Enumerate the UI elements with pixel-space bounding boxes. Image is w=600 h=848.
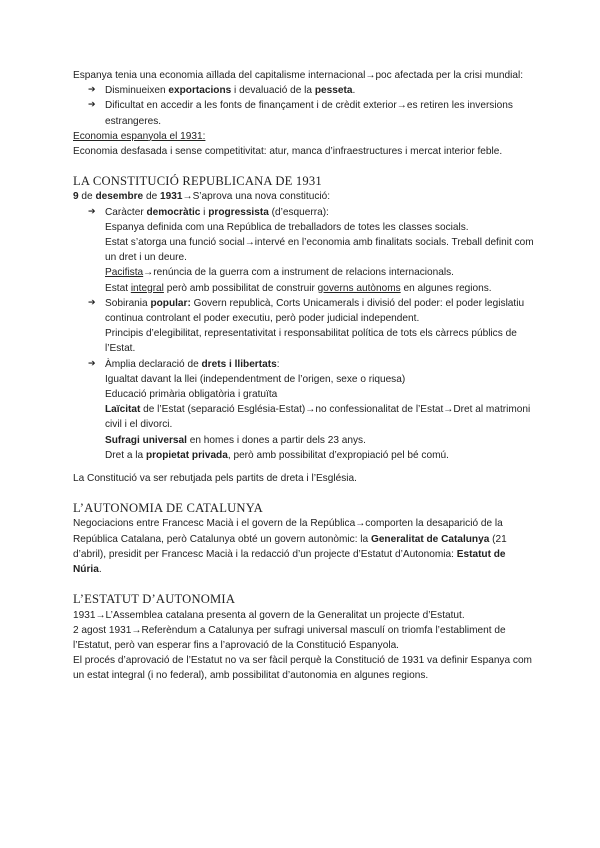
text: Estat xyxy=(105,282,131,294)
text: i xyxy=(200,206,209,218)
caracter-line: Estat s’atorga una funció social→intervé en l’economia amb finalitats socials. Treball definit com un dret i un deure. xyxy=(105,237,534,264)
caracter-line: Espanya definida com una República de treballadors de totes les classes socials. xyxy=(105,221,469,233)
bold-term: popular: xyxy=(150,297,191,309)
caracter-line xyxy=(105,281,535,296)
bold-term: Estatut de Núria xyxy=(73,548,506,576)
text: de xyxy=(78,191,96,203)
underlined-term: Pacifista xyxy=(105,267,144,279)
text: →S’aprova una nova constitució: xyxy=(182,191,331,203)
text: Negociacions entre Francesc Macià i el govern de la República→comporten la desaparició de la República Catalana, però Catalunya obté un govern autonòmic: la xyxy=(73,518,503,545)
bullet-exportacions xyxy=(73,83,535,98)
bullet-sobirania xyxy=(73,296,535,357)
bold-term: democràtic xyxy=(146,206,201,218)
estatut-line: El procés d’aprovació de l’Estatut no va ser fàcil perquè la Constitució de 1931 va definir Espanya com un estat integral (i no federal), amb possibilitat d’autonomia en algunes regions. xyxy=(73,655,532,682)
text: Govern republicà, Corts Unicamerals i divisió del poder: el poder legislatiu continua controlant el poder executiu, però poder judicial independent. xyxy=(105,297,525,325)
date-year: 1931 xyxy=(160,191,183,203)
text: Sobirania xyxy=(105,297,151,309)
bullet-caracter xyxy=(73,205,535,296)
caracter-line xyxy=(105,265,535,280)
estatut-line: 1931→L’Assemblea catalana presenta al govern de la Generalitat un projecte d’Estatut. xyxy=(73,609,465,621)
bold-term: pesseta xyxy=(314,85,353,97)
text: (d’esquerra): xyxy=(268,206,329,218)
text: . xyxy=(352,85,356,97)
text: però amb possibilitat de construir xyxy=(163,282,318,294)
subheading-economia: Economia espanyola el 1931: xyxy=(73,130,206,142)
sobirania-line: Principis d’elegibilitat, representativitat i responsabilitat política de tots els càrrecs públics de l’Estat. xyxy=(105,328,517,355)
drets-line: Igualtat davant la llei (independentment de l’origen, sexe o riquesa) xyxy=(105,373,406,385)
autonomia-paragraph xyxy=(73,516,535,577)
text: de l’Estat (separació Església-Estat)→no confessionalitat de l’Estat→Dret al matrimoni civil i el divorci. xyxy=(105,404,531,431)
underlined-term: integral xyxy=(130,282,164,294)
constitucio-closing: La Constitució va ser rebutjada pels partits de dreta i l’Església. xyxy=(73,473,357,485)
text: Caràcter xyxy=(105,206,147,218)
date-day: 9 xyxy=(73,191,79,203)
estatut-line: 2 agost 1931→Referèndum a Catalunya per sufragi universal masculí on triomfa l’establiment de l’Estatut, però van esperar fins a l’aprovació de la Constitució Espanyola. xyxy=(73,624,506,651)
date-month: desembre xyxy=(95,191,144,203)
text: en algunes regions. xyxy=(400,282,492,294)
drets-line: Educació primària obligatòria i gratuïta xyxy=(105,389,278,401)
underlined-term: governs autònoms xyxy=(317,282,401,294)
bold-term: exportacions xyxy=(168,85,232,97)
bold-term: progressista xyxy=(208,206,269,218)
drets-line xyxy=(105,402,535,432)
text: Disminueixen xyxy=(105,85,169,97)
text: Àmplia declaració de xyxy=(105,358,202,370)
text: →renúncia de la guerra com a instrument de relacions internacionals. xyxy=(143,267,454,279)
text: en homes i dones a partir dels 23 anys. xyxy=(186,434,366,446)
section-title-autonomia: L’AUTONOMIA DE CATALUNYA xyxy=(73,501,263,516)
drets-line xyxy=(105,433,535,448)
economia-paragraph: Economia desfasada i sense competitivitat: atur, manca d’infraestructures i mercat interior feble. xyxy=(73,146,503,158)
section-title-constitucio: LA CONSTITUCIÓ REPUBLICANA DE 1931 xyxy=(73,174,322,189)
bullet-financament: ➔ Dificultat en accedir a les fonts de finançament i de crèdit exterior→es retiren les inversions estrangeres. xyxy=(73,98,535,128)
bold-term: Laïcitat xyxy=(105,404,141,416)
drets-line xyxy=(105,448,535,463)
intro-bullet-list xyxy=(73,83,535,129)
bullet-drets xyxy=(73,357,535,463)
text: : xyxy=(276,358,280,370)
constitucio-date-line xyxy=(73,189,535,204)
text: , però amb possibilitat d’expropiació pel bé comú. xyxy=(227,449,449,461)
bold-term: Sufragi universal xyxy=(105,434,187,446)
text: Dret a la xyxy=(105,449,146,461)
intro-paragraph: Espanya tenia una economia aïllada del capitalisme internacional→poc afectada per la crisi mundial: xyxy=(73,70,523,81)
text: (21 d’abril), presidit per Francesc Macià i la redacció d’un projecte d’Estatut d’Autonomia: xyxy=(73,533,507,560)
bold-term: drets i llibertats xyxy=(201,358,277,370)
text: de xyxy=(143,191,161,203)
section-title-estatut: L’ESTATUT D’AUTONOMIA xyxy=(73,592,236,607)
document-body xyxy=(73,68,535,684)
constitucio-bullet-list xyxy=(73,205,535,463)
bold-term: propietat privada xyxy=(145,449,228,461)
text: i devaluació de la xyxy=(231,85,315,97)
text: . xyxy=(98,564,102,576)
bold-term: Generalitat de Catalunya xyxy=(370,533,490,545)
